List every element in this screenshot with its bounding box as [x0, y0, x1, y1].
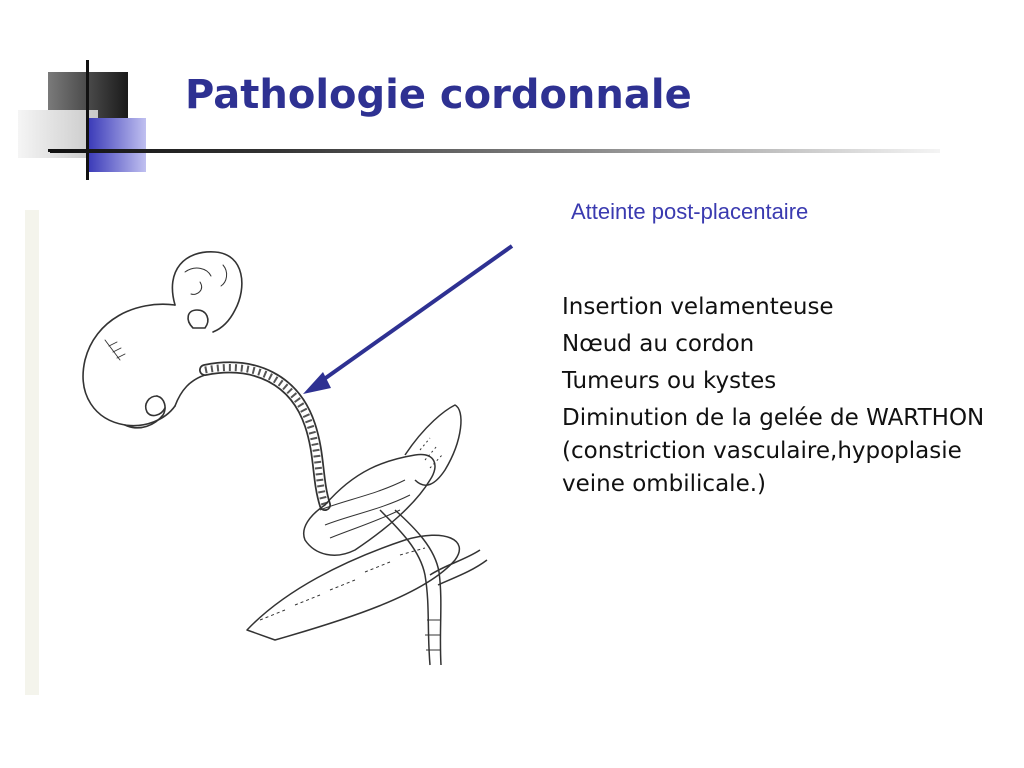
fetus-hand: [188, 310, 208, 328]
bullet-item: Nœud au cordon: [562, 331, 755, 357]
arrow-pointing-to-cord-icon: [320, 246, 512, 382]
fetus-body: [83, 304, 175, 425]
bullet-list: [562, 291, 1002, 505]
bullet-item: Insertion velamenteuse: [562, 294, 834, 320]
title-underline: [50, 149, 940, 153]
umbilical-cord-outline: [205, 367, 325, 505]
scan-edge: [25, 210, 39, 695]
fetus-umbilical-cord-placenta-drawing-icon: [25, 210, 545, 695]
bullet-item: Diminution de la gelée de WARTHON (constriction vasculaire,hypoplasie veine ombilicale.): [562, 405, 985, 497]
vessel-trunk-left: [380, 510, 430, 665]
bullet-item: Tumeurs ou kystes: [562, 368, 777, 394]
stacked-squares-logo-icon: [0, 0, 160, 190]
slide-title: Pathologie cordonnale: [185, 72, 692, 118]
fetus-leg: [125, 396, 165, 428]
slide-subtitle: Atteinte post-placentaire: [571, 199, 809, 224]
